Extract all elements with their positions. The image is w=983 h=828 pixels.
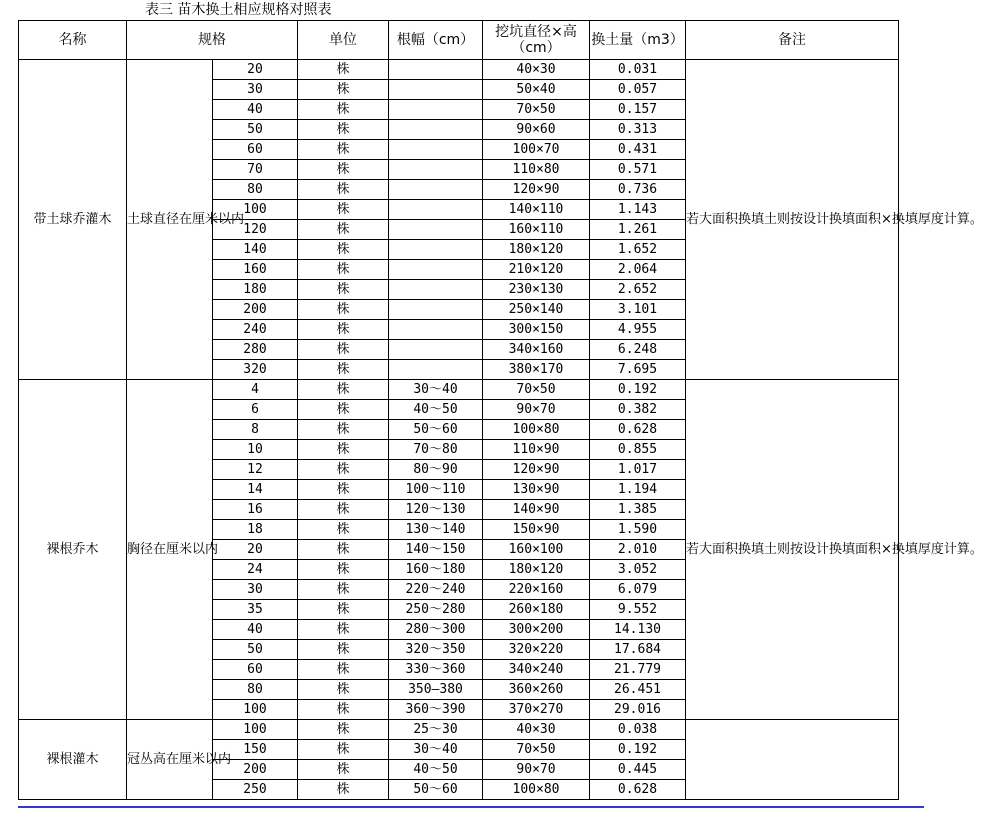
soil-cell: 9.552: [590, 600, 686, 620]
unit-cell: 株: [298, 760, 389, 780]
header-soil: 换土量（m3）: [590, 21, 686, 60]
soil-cell: 26.451: [590, 680, 686, 700]
unit-cell: 株: [298, 640, 389, 660]
pit-cell: 180×120: [483, 240, 590, 260]
unit-cell: 株: [298, 360, 389, 380]
soil-cell: 0.157: [590, 100, 686, 120]
soil-cell: 2.652: [590, 280, 686, 300]
soil-cell: 0.192: [590, 740, 686, 760]
soil-cell: 1.017: [590, 460, 686, 480]
pit-cell: 90×70: [483, 400, 590, 420]
size-cell: 40: [213, 100, 298, 120]
soil-cell: 1.194: [590, 480, 686, 500]
root-cell: [389, 220, 483, 240]
root-cell: 120～130: [389, 500, 483, 520]
soil-cell: 0.382: [590, 400, 686, 420]
pit-cell: 160×100: [483, 540, 590, 560]
unit-cell: 株: [298, 600, 389, 620]
root-cell: 360～390: [389, 700, 483, 720]
group-note: [686, 720, 899, 800]
soil-cell: 0.628: [590, 780, 686, 800]
root-cell: 30～40: [389, 380, 483, 400]
size-cell: 50: [213, 120, 298, 140]
unit-cell: 株: [298, 400, 389, 420]
root-cell: [389, 80, 483, 100]
unit-cell: 株: [298, 300, 389, 320]
pit-cell: 100×80: [483, 780, 590, 800]
root-cell: [389, 200, 483, 220]
size-cell: 80: [213, 680, 298, 700]
root-cell: 50～60: [389, 780, 483, 800]
pit-cell: 160×110: [483, 220, 590, 240]
header-unit: 单位: [298, 21, 389, 60]
unit-cell: 株: [298, 500, 389, 520]
root-cell: 250～280: [389, 600, 483, 620]
pit-cell: 340×160: [483, 340, 590, 360]
root-cell: 330～360: [389, 660, 483, 680]
pit-cell: 90×70: [483, 760, 590, 780]
size-cell: 35: [213, 600, 298, 620]
size-cell: 30: [213, 580, 298, 600]
root-cell: 350—380: [389, 680, 483, 700]
unit-cell: 株: [298, 460, 389, 480]
pit-cell: 140×110: [483, 200, 590, 220]
group-note: 若大面积换填土则按设计换填面积×换填厚度计算。: [686, 380, 899, 720]
page-bottom-rule: [18, 806, 924, 808]
pit-cell: 110×90: [483, 440, 590, 460]
unit-cell: 株: [298, 180, 389, 200]
soil-cell: 0.445: [590, 760, 686, 780]
soil-cell: 2.010: [590, 540, 686, 560]
unit-cell: 株: [298, 380, 389, 400]
unit-cell: 株: [298, 740, 389, 760]
root-cell: 40～50: [389, 400, 483, 420]
unit-cell: 株: [298, 420, 389, 440]
header-pit: 挖坑直径×高（cm）: [483, 21, 590, 60]
size-cell: 20: [213, 540, 298, 560]
unit-cell: 株: [298, 560, 389, 580]
root-cell: 70～80: [389, 440, 483, 460]
pit-cell: 90×60: [483, 120, 590, 140]
root-cell: 280～300: [389, 620, 483, 640]
soil-cell: 0.571: [590, 160, 686, 180]
root-cell: 100～110: [389, 480, 483, 500]
pit-cell: 70×50: [483, 100, 590, 120]
soil-cell: 0.628: [590, 420, 686, 440]
root-cell: [389, 320, 483, 340]
size-cell: 200: [213, 760, 298, 780]
root-cell: 320～350: [389, 640, 483, 660]
root-cell: 140～150: [389, 540, 483, 560]
unit-cell: 株: [298, 780, 389, 800]
soil-cell: 3.101: [590, 300, 686, 320]
unit-cell: 株: [298, 280, 389, 300]
soil-cell: 1.385: [590, 500, 686, 520]
soil-cell: 1.261: [590, 220, 686, 240]
root-cell: [389, 140, 483, 160]
table-row: [19, 60, 899, 80]
soil-cell: 14.130: [590, 620, 686, 640]
size-cell: 180: [213, 280, 298, 300]
root-cell: [389, 280, 483, 300]
unit-cell: 株: [298, 520, 389, 540]
group-spec-desc: 冠丛高在厘米以内: [127, 720, 213, 800]
size-cell: 160: [213, 260, 298, 280]
root-cell: 50～60: [389, 420, 483, 440]
size-cell: 280: [213, 340, 298, 360]
soil-cell: 7.695: [590, 360, 686, 380]
unit-cell: 株: [298, 540, 389, 560]
pit-cell: 70×50: [483, 380, 590, 400]
root-cell: [389, 300, 483, 320]
pit-cell: 260×180: [483, 600, 590, 620]
soil-cell: 21.779: [590, 660, 686, 680]
header-row: [19, 21, 899, 60]
pit-cell: 120×90: [483, 180, 590, 200]
size-cell: 100: [213, 700, 298, 720]
pit-cell: 100×80: [483, 420, 590, 440]
unit-cell: 株: [298, 240, 389, 260]
root-cell: [389, 340, 483, 360]
size-cell: 12: [213, 460, 298, 480]
pit-cell: 140×90: [483, 500, 590, 520]
header-root: 根幅（cm）: [389, 21, 483, 60]
size-cell: 150: [213, 740, 298, 760]
soil-cell: 1.590: [590, 520, 686, 540]
unit-cell: 株: [298, 200, 389, 220]
soil-cell: 0.192: [590, 380, 686, 400]
size-cell: 40: [213, 620, 298, 640]
unit-cell: 株: [298, 620, 389, 640]
root-cell: 25～30: [389, 720, 483, 740]
unit-cell: 株: [298, 340, 389, 360]
unit-cell: 株: [298, 480, 389, 500]
unit-cell: 株: [298, 60, 389, 80]
unit-cell: 株: [298, 120, 389, 140]
soil-cell: 0.038: [590, 720, 686, 740]
pit-cell: 300×150: [483, 320, 590, 340]
soil-cell: 2.064: [590, 260, 686, 280]
soil-cell: 29.016: [590, 700, 686, 720]
size-cell: 250: [213, 780, 298, 800]
size-cell: 240: [213, 320, 298, 340]
pit-cell: 120×90: [483, 460, 590, 480]
pit-cell: 40×30: [483, 720, 590, 740]
group-spec-desc: 胸径在厘米以内: [127, 380, 213, 720]
unit-cell: 株: [298, 440, 389, 460]
header-note: 备注: [686, 21, 899, 60]
table-caption: 表三 苗木换土相应规格对照表: [145, 2, 332, 18]
size-cell: 100: [213, 200, 298, 220]
root-cell: 220～240: [389, 580, 483, 600]
unit-cell: 株: [298, 700, 389, 720]
root-cell: [389, 160, 483, 180]
root-cell: [389, 120, 483, 140]
size-cell: 4: [213, 380, 298, 400]
pit-cell: 100×70: [483, 140, 590, 160]
pit-cell: 250×140: [483, 300, 590, 320]
soil-cell: 3.052: [590, 560, 686, 580]
root-cell: [389, 180, 483, 200]
soil-cell: 0.031: [590, 60, 686, 80]
root-cell: 30～40: [389, 740, 483, 760]
unit-cell: 株: [298, 320, 389, 340]
pit-cell: 320×220: [483, 640, 590, 660]
size-cell: 30: [213, 80, 298, 100]
soil-cell: 17.684: [590, 640, 686, 660]
soil-cell: 0.431: [590, 140, 686, 160]
unit-cell: 株: [298, 100, 389, 120]
soil-cell: 6.079: [590, 580, 686, 600]
size-cell: 50: [213, 640, 298, 660]
soil-cell: 0.057: [590, 80, 686, 100]
unit-cell: 株: [298, 720, 389, 740]
unit-cell: 株: [298, 160, 389, 180]
pit-cell: 300×200: [483, 620, 590, 640]
group-name: 裸根乔木: [19, 380, 127, 720]
size-cell: 80: [213, 180, 298, 200]
root-cell: [389, 360, 483, 380]
size-cell: 320: [213, 360, 298, 380]
unit-cell: 株: [298, 220, 389, 240]
group-name: 裸根灌木: [19, 720, 127, 800]
soil-cell: 0.855: [590, 440, 686, 460]
pit-cell: 210×120: [483, 260, 590, 280]
soil-cell: 0.313: [590, 120, 686, 140]
size-cell: 100: [213, 720, 298, 740]
size-cell: 200: [213, 300, 298, 320]
pit-cell: 40×30: [483, 60, 590, 80]
pit-cell: 50×40: [483, 80, 590, 100]
unit-cell: 株: [298, 80, 389, 100]
unit-cell: 株: [298, 260, 389, 280]
soil-spec-table: [18, 20, 983, 800]
pit-cell: 230×130: [483, 280, 590, 300]
pit-cell: 150×90: [483, 520, 590, 540]
root-cell: 160～180: [389, 560, 483, 580]
size-cell: 70: [213, 160, 298, 180]
pit-cell: 220×160: [483, 580, 590, 600]
table-row: [19, 380, 899, 400]
size-cell: 6: [213, 400, 298, 420]
root-cell: [389, 240, 483, 260]
root-cell: 80～90: [389, 460, 483, 480]
size-cell: 18: [213, 520, 298, 540]
root-cell: [389, 100, 483, 120]
root-cell: [389, 60, 483, 80]
pit-cell: 70×50: [483, 740, 590, 760]
pit-cell: 370×270: [483, 700, 590, 720]
unit-cell: 株: [298, 680, 389, 700]
group-name: 带土球乔灌木: [19, 60, 127, 380]
soil-cell: 4.955: [590, 320, 686, 340]
root-cell: 130～140: [389, 520, 483, 540]
pit-cell: 340×240: [483, 660, 590, 680]
size-cell: 20: [213, 60, 298, 80]
unit-cell: 株: [298, 580, 389, 600]
header-name: 名称: [19, 21, 127, 60]
soil-cell: 6.248: [590, 340, 686, 360]
group-note: 若大面积换填土则按设计换填面积×换填厚度计算。: [686, 60, 899, 380]
pit-cell: 130×90: [483, 480, 590, 500]
soil-cell: 1.652: [590, 240, 686, 260]
pit-cell: 110×80: [483, 160, 590, 180]
pit-cell: 180×120: [483, 560, 590, 580]
table-body: [19, 60, 983, 800]
root-cell: 40～50: [389, 760, 483, 780]
unit-cell: 株: [298, 140, 389, 160]
size-cell: 140: [213, 240, 298, 260]
pit-cell: 380×170: [483, 360, 590, 380]
size-cell: 14: [213, 480, 298, 500]
group-spec-desc: 土球直径在厘米以内: [127, 60, 213, 380]
unit-cell: 株: [298, 660, 389, 680]
root-cell: [389, 260, 483, 280]
size-cell: 16: [213, 500, 298, 520]
size-cell: 60: [213, 140, 298, 160]
size-cell: 120: [213, 220, 298, 240]
soil-cell: 1.143: [590, 200, 686, 220]
table-row: [19, 720, 899, 740]
size-cell: 8: [213, 420, 298, 440]
size-cell: 60: [213, 660, 298, 680]
size-cell: 10: [213, 440, 298, 460]
size-cell: 24: [213, 560, 298, 580]
header-spec: 规格: [127, 21, 298, 60]
soil-cell: 0.736: [590, 180, 686, 200]
pit-cell: 360×260: [483, 680, 590, 700]
